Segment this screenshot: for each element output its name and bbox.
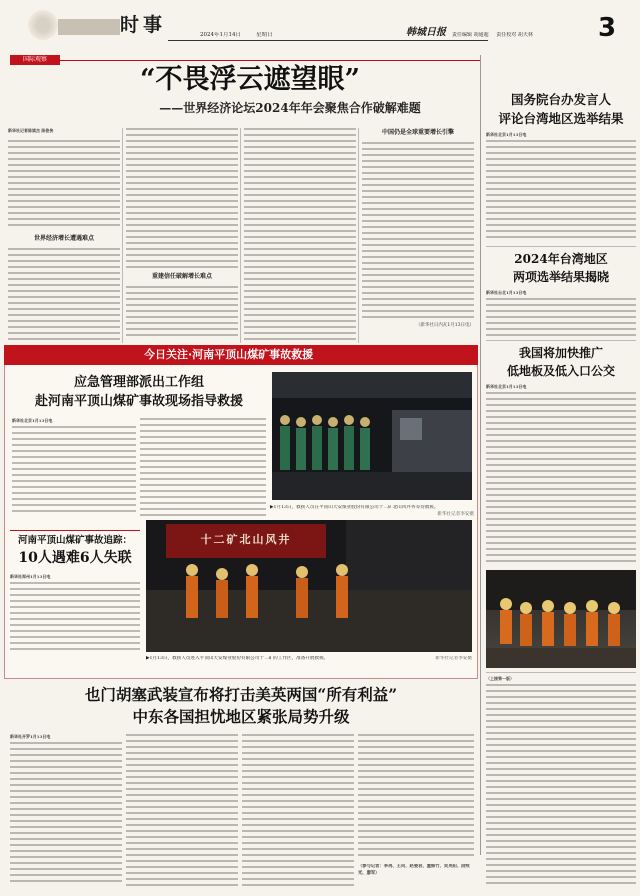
bottom-column-3 [242, 734, 354, 886]
lead-sub3: 中国仍是全球重要增长引擎 [381, 129, 454, 136]
lead-column-1-text-2 [8, 248, 120, 340]
section-badge-label: 国际观察 [22, 56, 47, 63]
bottom-title [6, 684, 476, 728]
mine-signage: 十二矿北山风井 [200, 533, 292, 546]
lead-column-divider-3 [358, 128, 359, 343]
proofreader-name: 胡天林 [517, 32, 533, 38]
bottom-column-2 [126, 734, 238, 886]
feature-dateline: 新华社北京1月13日电 [12, 418, 53, 423]
workers-photo-graphic [486, 570, 636, 668]
lead-rule [60, 60, 480, 61]
feature-title [14, 373, 264, 411]
promo-body [486, 392, 636, 564]
feature-sub-dateline: 新华社郑州1月13日电 [10, 574, 51, 579]
rescue-photo-2 [146, 520, 472, 652]
rescue-photo-2-credit: 新华社记者李安摄 [435, 656, 472, 661]
lead-column-4-text [362, 142, 474, 322]
lead-title: “不畏浮云遮望眼” [139, 64, 361, 95]
rescue-photo-1-credit: 新华社记者李安摄 [437, 511, 474, 517]
lead-sub2: 重建信任破解增长难点 [151, 273, 212, 280]
lead-footer: （新华社日内瓦1月13日电） [415, 323, 474, 328]
right-title-line-2: 评论台湾地区选举结果 [498, 111, 624, 126]
right-sub-body [486, 298, 636, 336]
bottom-dateline: 新华社开罗1月13日电 [10, 734, 51, 739]
paper-name: 韩城日报 [406, 27, 446, 38]
side-article-lead: （上接第一版） [486, 676, 514, 681]
feature-sub-title-line-2: 10人遇难6人失联 [18, 550, 132, 566]
right-column-divider [480, 55, 481, 855]
lead-sub1: 世界经济增长遭遇难点 [33, 235, 94, 242]
issue-weekday: 星期日 [256, 32, 273, 38]
right-subtitle [486, 250, 636, 286]
lead-column-3-text [244, 128, 356, 340]
workers-photo [486, 570, 636, 668]
right-rule-2 [486, 340, 636, 341]
feature-rule [10, 530, 140, 531]
editor-name: 胡通超 [473, 32, 489, 38]
promo-title-line-2: 低地板及低入口公交 [506, 364, 615, 378]
bottom-title-line-2: 中东各国担忧地区紧张局势升级 [132, 707, 350, 726]
side-article-body [486, 684, 636, 884]
rescue-photo-2-caption-text: ▶1月13日，救援人员进入平顶山天安煤业股份有限公司十二矿的工作区，准备开展救援。 [146, 656, 329, 661]
lead-column-1-text [8, 140, 120, 230]
page-number: 3 [598, 13, 617, 43]
right-title [486, 90, 636, 128]
lead-column-2 [126, 128, 238, 340]
lead-column-3 [244, 128, 356, 340]
feature-body-2 [140, 418, 266, 516]
feature-body-1 [12, 426, 136, 516]
feature-sub-body [10, 582, 140, 652]
lead-subtitle: ——世界经济论坛2024年年会聚焦合作破解难题 [159, 101, 421, 115]
masthead-bar [58, 19, 120, 35]
right-rule-3 [486, 672, 636, 673]
lead-column-1 [8, 140, 120, 340]
rescue-photo-1-caption-text: ▶1月13日，救援人员在平顶山天安煤业股份有限公司十二矿北山风井务等待救援。 [270, 505, 439, 510]
bottom-footer: （参与记者：李再、王向、赵晏君、董修竹、吴英阳、段岐光、廖军） [358, 864, 470, 876]
proofreader-label: 责任校对 [496, 32, 517, 38]
right-subtitle-line-1: 2024年台湾地区 [514, 252, 608, 266]
promo-title-line-1: 我国将加快推广 [518, 346, 603, 360]
bottom-title-line-1: 也门胡塞武装宣布将打击美英两国“所有利益” [84, 685, 398, 704]
promo-title [486, 344, 636, 380]
right-dateline: 新华社北京1月13日电 [486, 132, 527, 137]
feature-title-line-1: 应急管理部派出工作组 [73, 375, 204, 390]
bottom-column-1 [10, 742, 122, 886]
bottom-column-4 [358, 734, 474, 860]
right-rule-1 [486, 246, 636, 247]
lead-column-4 [362, 128, 474, 340]
right-subtitle-line-2: 两项选举结果揭晓 [512, 270, 609, 284]
rescue-photo-2-caption [146, 656, 472, 674]
lead-column-2-text-2 [126, 286, 238, 340]
issue-date: 2024年1月14日 [200, 32, 241, 38]
feature-banner-label: 今日关注·河南平顶山煤矿事故救援 [144, 348, 314, 361]
lead-column-divider-1 [122, 128, 123, 343]
section-title: 时事 [120, 14, 167, 36]
editor-info [452, 32, 592, 39]
feature-banner [4, 345, 478, 365]
section-badge [10, 55, 60, 65]
feature-sub-title [10, 534, 140, 568]
masthead-decoration [28, 10, 58, 40]
masthead [0, 0, 640, 50]
rescue-photo-1-graphic [272, 372, 472, 500]
right-article-body [486, 140, 636, 240]
right-sub-dateline: 新华社台北1月13日电 [486, 290, 527, 295]
lead-column-divider-2 [240, 128, 241, 343]
feature-sub-title-line-1: 河南平顶山煤矿事故追踪： [17, 535, 132, 546]
promo-dateline: 新华社北京1月13日电 [486, 384, 527, 389]
feature-title-line-2: 赴河南平顶山煤矿事故现场指导救援 [34, 394, 243, 409]
lead-byline: 新华社记者陈斌杰 陈俊侠 [8, 128, 54, 133]
right-title-line-1: 国务院台办发言人 [510, 92, 611, 107]
editor-label: 责任编辑 [452, 32, 473, 38]
lead-column-2-text [126, 128, 238, 268]
rescue-photo-1 [272, 372, 472, 500]
